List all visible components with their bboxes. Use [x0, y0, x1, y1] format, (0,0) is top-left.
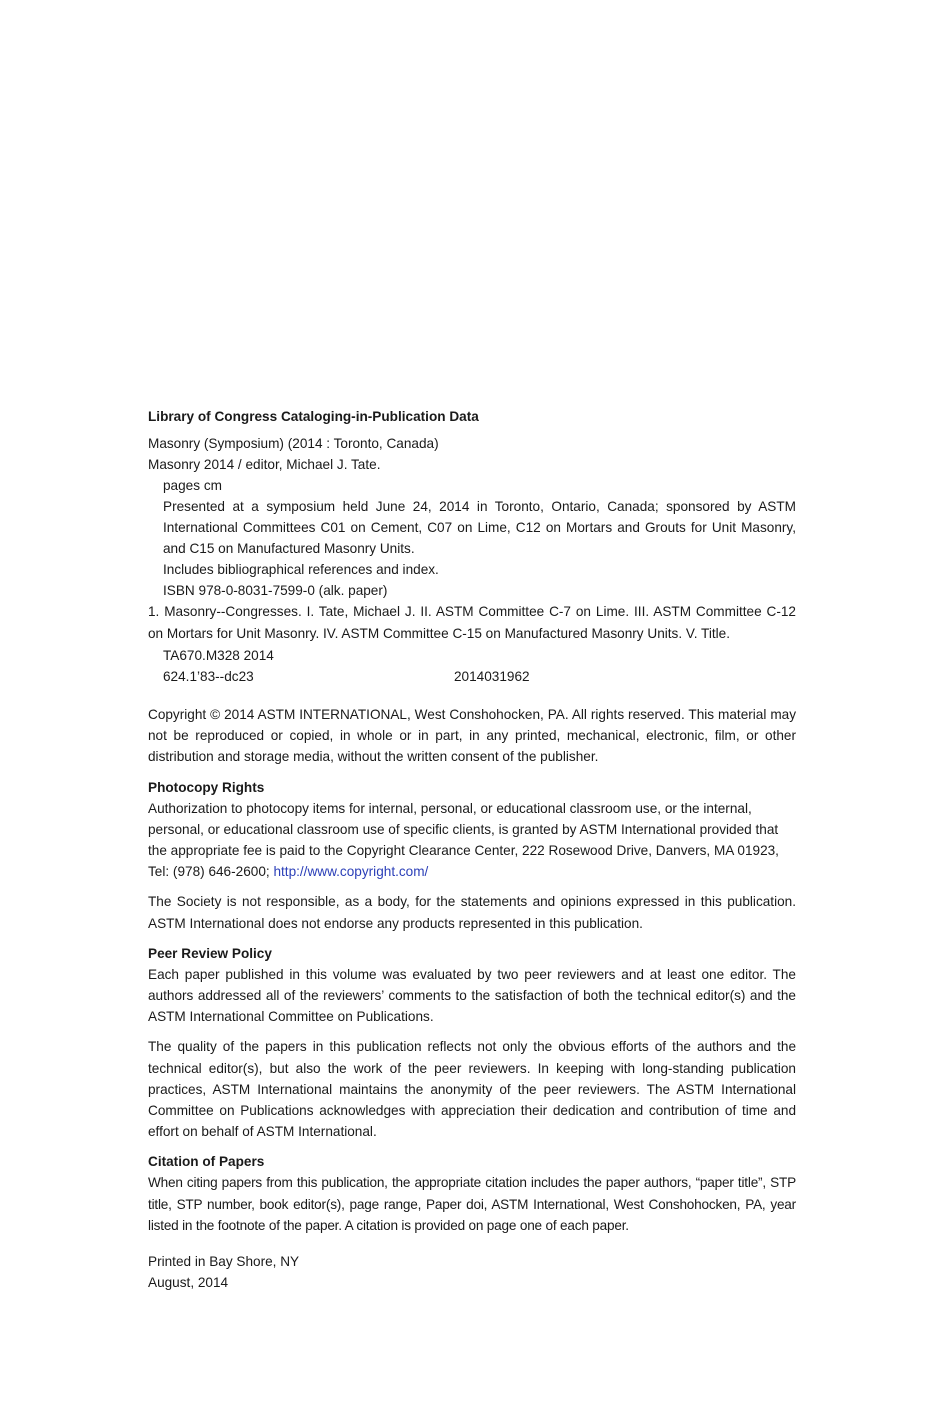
peer-review-heading: Peer Review Policy [148, 945, 272, 961]
cip-presented: Presented at a symposium held June 24, 2014 in Toronto, Ontario, Canada; sponsored by ASTM International Committees C01 on Cement, C07 on Lime, C12 on Mortars and Grouts for Unit Masonry, and C15 on Manufactured Masonry Units. [163, 499, 796, 556]
photocopy-heading: Photocopy Rights [148, 779, 265, 795]
cip-editor-line: Masonry 2014 / editor, Michael J. Tate. [148, 457, 381, 472]
cip-includes: Includes bibliographical references and index. [163, 562, 439, 577]
cip-pages: pages cm [163, 478, 222, 493]
cip-isbn: ISBN 978-0-8031-7599-0 (alk. paper) [163, 583, 388, 598]
printed-date: August, 2014 [148, 1275, 229, 1291]
cip-title-line: Masonry (Symposium) (2014 : Toronto, Canada) [148, 436, 439, 451]
cip-block [148, 433, 796, 687]
citation-heading: Citation of Papers [148, 1154, 265, 1170]
photocopy-text [148, 798, 796, 883]
photocopy-body: Authorization to photocopy items for internal, personal, or educational classroom use, or the internal, personal, or educational classroom use of specific clients, is granted by ASTM International provided that the appropriate fee is paid to the Copyright Clearance Center, 222 Rosewood Drive, Danvers, MA 01923, Tel: (978) 646-2600; [148, 800, 779, 880]
printed-place: Printed in Bay Shore, NY [148, 1254, 300, 1270]
copyright-notice: Copyright © 2014 ASTM INTERNATIONAL, West Conshohocken, PA. All rights reserved. This material may not be reproduced or copied, in whole or in part, in any printed, mechanical, electronic, film, or other distribution and storage media, without the written consent of the publisher. [148, 707, 796, 765]
cip-lc-call-number: TA670.M328 2014 [163, 648, 274, 663]
peer-review-text-1: Each paper published in this volume was evaluated by two peer reviewers and at least one editor. The authors addressed all of the reviewers’ comments to the satisfaction of both the technical editor(s) and the ASTM International Committee on Publications. [148, 966, 796, 1025]
cip-subjects: 1. Masonry--Congresses. I. Tate, Michael J. II. ASTM Committee C-7 on Lime. III. ASTM Committee C-12 on Mortars for Unit Masonry. IV. ASTM Committee C-15 on Manufactured Masonry Units. V. Title. [148, 604, 796, 641]
cip-dewey: 624.1’83--dc23 [163, 669, 254, 684]
cip-heading: Library of Congress Cataloging-in-Publication Data [148, 409, 479, 424]
citation-text: When citing papers from this publication, the appropriate citation includes the paper authors, “paper title”, STP title, STP number, book editor(s), page range, Paper doi, ASTM International, West Conshohocken, PA, year listed in the footnote of the paper. A citation is provided on page one of each paper. [148, 1175, 796, 1233]
society-disclaimer: The Society is not responsible, as a body, for the statements and opinions expressed in this publication. ASTM International does not endorse any products represented in this publication. [148, 894, 796, 931]
cip-classification-row [148, 666, 796, 687]
copyright-page [148, 406, 796, 1293]
copyright-link[interactable]: http://www.copyright.com/ [273, 864, 429, 880]
cip-lccn: 2014031962 [454, 669, 530, 684]
peer-review-text-2: The quality of the papers in this publication reflects not only the obvious efforts of the authors and the technical editor(s), but also the work of the peer reviewers. In keeping with long-standing publication practices, ASTM International maintains the anonymity of the peer reviewers. The ASTM International Committee on Publications acknowledges with appreciation their dedication and contribution of time and effort on behalf of ASTM International. [148, 1039, 796, 1140]
